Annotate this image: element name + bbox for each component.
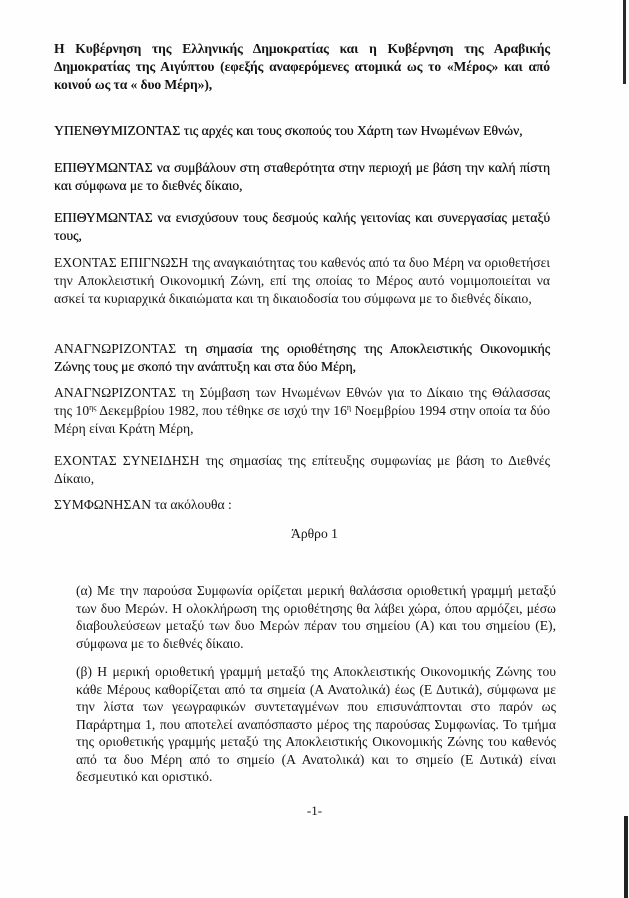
clause-lead: ΑΝΑΓΝΩΡΙΖΟΝΤΑΣ: [54, 341, 177, 356]
clause-lead: ΑΝΑΓΝΩΡΙΖΟΝΤΑΣ: [54, 385, 177, 400]
clause-text-2: Δεκεμβρίου 1982, που τέθηκε σε ισχύ την 16: [96, 403, 347, 418]
clause-text: της σημασίας της επίτευξης συμφωνίας με βάση το Διεθνές Δίκαιο,: [54, 453, 550, 486]
preamble-parties: Η Κυβέρνηση της Ελληνικής Δημοκρατίας και η Κυβέρνηση της Αραβικής Δημοκρατίας της Αιγύπτου (εφεξής αναφερόμενες ατομικά ως το «Μέρος» και από κοινού ως τα « δυο Μέρη»),: [54, 41, 550, 92]
clause-text-1: τη Σύμβαση των Ηνωμένων Εθνών για το Δίκαιο της Θάλασσας της 10: [54, 385, 550, 418]
ordinal-superscript: η: [346, 403, 352, 412]
article-title: Άρθρο 1: [291, 526, 338, 541]
clause-text: τις αρχές και τους σκοπούς του Χάρτη των Ηνωμένων Εθνών,: [180, 123, 523, 138]
clause-text: της αναγκαιότητας του καθενός από τα δυο Μέρη να οριοθετήσει την Αποκλειστική Οικονομική Ζώνη, επί της οποίας το Μέρος αυτό νομιμοποιείται να ασκεί τα κυριαρχικά δικαιώματα και τη δικαιοδοσία του σύμφωνα με το διεθνές δίκαιο,: [54, 255, 550, 306]
ordinal-superscript: ης: [89, 403, 97, 412]
preamble-recalling: [54, 122, 550, 140]
clause-lead: ΕΧΟΝΤΑΣ ΕΠΙΓΝΩΣΗ: [54, 255, 189, 270]
clause-lead: ΕΠΙΘΥΜΩΝΤΑΣ: [54, 210, 153, 225]
preamble-recognizing-convention: [54, 384, 550, 438]
preamble-agreed: [54, 496, 550, 514]
preamble-desiring-stability: [54, 159, 550, 195]
clause-text: να ενισχύσουν τους δεσμούς καλής γειτονίας και συνεργασίας μεταξύ τους,: [54, 210, 550, 243]
clause-lead: ΥΠΕΝΘΥΜΙΖΟΝΤΑΣ: [54, 123, 181, 138]
preamble-conscious-agreement: [54, 452, 550, 488]
clause-text-3: Νοεμβρίου 1994 στην οποία τα δύο Μέρη είναι Κράτη Μέρη,: [54, 403, 550, 436]
clause-text: τη σημασία της οριοθέτησης της Αποκλειστικής Οικονομικής Ζώνης τους με σκοπό την ανάπτυξη και στα δύο Μέρη,: [54, 341, 550, 374]
clause-lead: ΕΧΟΝΤΑΣ ΣΥΝΕΙΔΗΣΗ: [54, 453, 200, 468]
scan-edge-shadow-bottom: [624, 816, 628, 898]
article-paragraph-a: (α) Με την παρούσα Συμφωνία ορίζεται μερική θαλάσσια οριοθετική γραμμή μεταξύ των δυο Μερών. Η ολοκλήρωση της οριοθέτησης θα λάβει χώρα, όπου αρμόζει, μέσω διαβουλεύσεων μεταξύ των δυο Μερών πέραν του σημείου (Α) και του σημείου (Ε), σύμφωνα με το διεθνές δίκαιο.: [76, 583, 556, 651]
page-number: -1-: [306, 803, 323, 818]
preamble-desiring-ties: [54, 209, 550, 245]
preamble-aware-necessity: [54, 254, 550, 308]
clause-text: να συμβάλουν στη σταθερότητα στην περιοχή με βάση την καλή πίστη και σύμφωνα με το διεθνές δίκαιο,: [54, 160, 550, 193]
preamble-recognizing-importance: [54, 340, 550, 376]
clause-lead: ΕΠΙΘΥΜΩΝΤΑΣ: [54, 160, 153, 175]
clause-lead: ΣΥΜΦΩΝΗΣΑΝ: [54, 497, 152, 512]
scan-edge-shadow-top: [623, 0, 626, 84]
article-paragraph-b: (β) Η μερική οριοθετική γραμμή μεταξύ της Αποκλειστικής Οικονομικής Ζώνης του κάθε Μέρους καθορίζεται από τα σημεία (Α Ανατολικά) έως (Ε Δυτικά), σύμφωνα με την λίστα των γεωγραφικών συντεταγμένων που επισυνάπτονται στο παρόν ως Παράρτημα 1, που αποτελεί αναπόσπαστο μέρος της παρούσας Συμφωνίας. Το τμήμα της οριοθετικής γραμμής μεταξύ της Αποκλειστικής Οικονομικής Ζώνης του καθενός από τα δυο Μέρη από το σημείο (Α Ανατολικά) και το σημείο (Ε Δυτικά) είναι δεσμευτικό και οριστικό.: [76, 664, 556, 784]
clause-text: τα ακόλουθα :: [151, 497, 232, 512]
